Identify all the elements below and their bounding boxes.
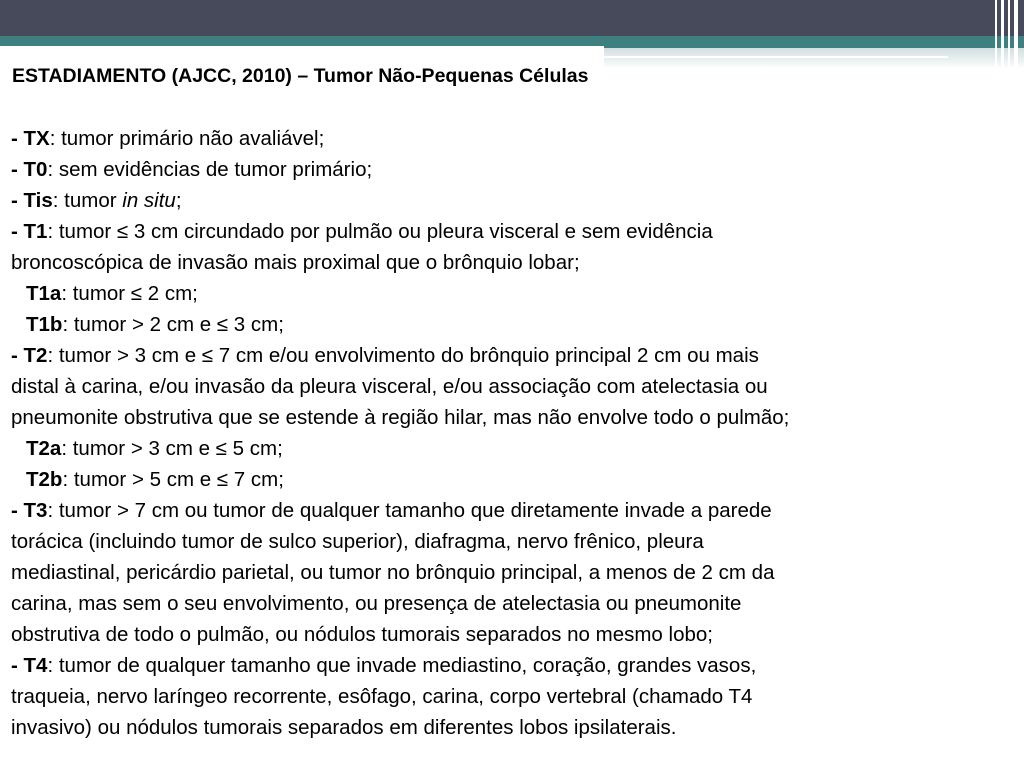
staging-item-t2-continuation: pneumonite obstrutiva que se estende à região hilar, mas não envolve todo o pulmão; bbox=[11, 406, 790, 429]
staging-item-t0 bbox=[11, 154, 1016, 185]
stage-label: - T4 bbox=[11, 654, 48, 677]
stage-label: T2a bbox=[26, 437, 62, 460]
staging-item-t3-continuation: torácica (incluindo tumor de sulco superior), diafragma, nervo frênico, pleura bbox=[11, 530, 704, 553]
staging-item-t4-continuation: invasivo) ou nódulos tumorais separados em diferentes lobos ipsilaterais. bbox=[11, 716, 677, 739]
stage-label: T1a bbox=[26, 282, 62, 305]
staging-item-t2 bbox=[11, 340, 1016, 371]
staging-item-t2a bbox=[11, 433, 1016, 464]
staging-list bbox=[11, 123, 1016, 743]
staging-item-tx bbox=[11, 123, 1016, 154]
staging-item-t3 bbox=[11, 495, 1016, 526]
staging-item-t2b bbox=[11, 464, 1016, 495]
header-dark-band bbox=[0, 0, 1024, 36]
stage-label: T2b bbox=[26, 468, 63, 491]
stage-label: - TX bbox=[11, 127, 50, 150]
staging-item-t1a bbox=[11, 278, 1016, 309]
stage-description: : tumor bbox=[52, 189, 123, 212]
staging-item-t3-continuation: carina, mas sem o seu envolvimento, ou presença de atelectasia ou pneumonite bbox=[11, 592, 742, 615]
stage-label: - T3 bbox=[11, 499, 48, 522]
staging-item-t2-continuation: distal à carina, e/ou invasão da pleura visceral, e/ou associação com atelectasia ou bbox=[11, 375, 768, 398]
stage-description: : tumor > 3 cm e ≤ 7 cm e/ou envolvimento do brônquio principal 2 cm ou mais bbox=[47, 344, 759, 367]
header-stripe bbox=[995, 0, 997, 68]
stage-description: ; bbox=[175, 189, 182, 212]
slide-title: ESTADIAMENTO (AJCC, 2010) – Tumor Não-Pequenas Células bbox=[12, 65, 589, 87]
staging-item-t1-continuation: broncoscópica de invasão mais proximal que o brônquio lobar; bbox=[11, 251, 580, 274]
staging-item-t4-continuation: traqueia, nervo laríngeo recorrente, esôfago, carina, corpo vertebral (chamado T4 bbox=[11, 685, 753, 708]
header-stripe bbox=[1001, 0, 1004, 68]
stage-description: : sem evidências de tumor primário; bbox=[47, 158, 373, 181]
header-divider-line bbox=[604, 56, 948, 58]
stage-description: : tumor ≤ 2 cm; bbox=[61, 282, 198, 305]
staging-item-t1b bbox=[11, 309, 1016, 340]
staging-item-t3-continuation: mediastinal, pericárdio parietal, ou tumor no brônquio principal, a menos de 2 cm da bbox=[11, 561, 775, 584]
stage-description: : tumor > 5 cm e ≤ 7 cm; bbox=[62, 468, 284, 491]
stage-label: - Tis bbox=[11, 189, 53, 212]
header-stripe bbox=[1014, 0, 1018, 68]
stage-description: : tumor primário não avaliável; bbox=[49, 127, 325, 150]
header-stripe bbox=[1008, 0, 1010, 68]
stage-label: - T2 bbox=[11, 344, 48, 367]
stage-description: : tumor de qualquer tamanho que invade mediastino, coração, grandes vasos, bbox=[47, 654, 757, 677]
stage-description: : tumor ≤ 3 cm circundado por pulmão ou pleura visceral e sem evidência bbox=[47, 220, 713, 243]
stage-description: : tumor > 3 cm e ≤ 5 cm; bbox=[61, 437, 283, 460]
stage-label: - T1 bbox=[11, 220, 48, 243]
stage-label: - T0 bbox=[11, 158, 48, 181]
stage-description-italic: in situ bbox=[122, 189, 176, 212]
staging-item-t1 bbox=[11, 216, 1016, 247]
stage-label: T1b bbox=[26, 313, 63, 336]
staging-item-t3-continuation: obstrutiva de todo o pulmão, ou nódulos tumorais separados no mesmo lobo; bbox=[11, 623, 713, 646]
staging-item-tis bbox=[11, 185, 1016, 216]
staging-item-t4 bbox=[11, 650, 1016, 681]
stage-description: : tumor > 7 cm ou tumor de qualquer tamanho que diretamente invade a parede bbox=[47, 499, 772, 522]
stage-description: : tumor > 2 cm e ≤ 3 cm; bbox=[62, 313, 284, 336]
